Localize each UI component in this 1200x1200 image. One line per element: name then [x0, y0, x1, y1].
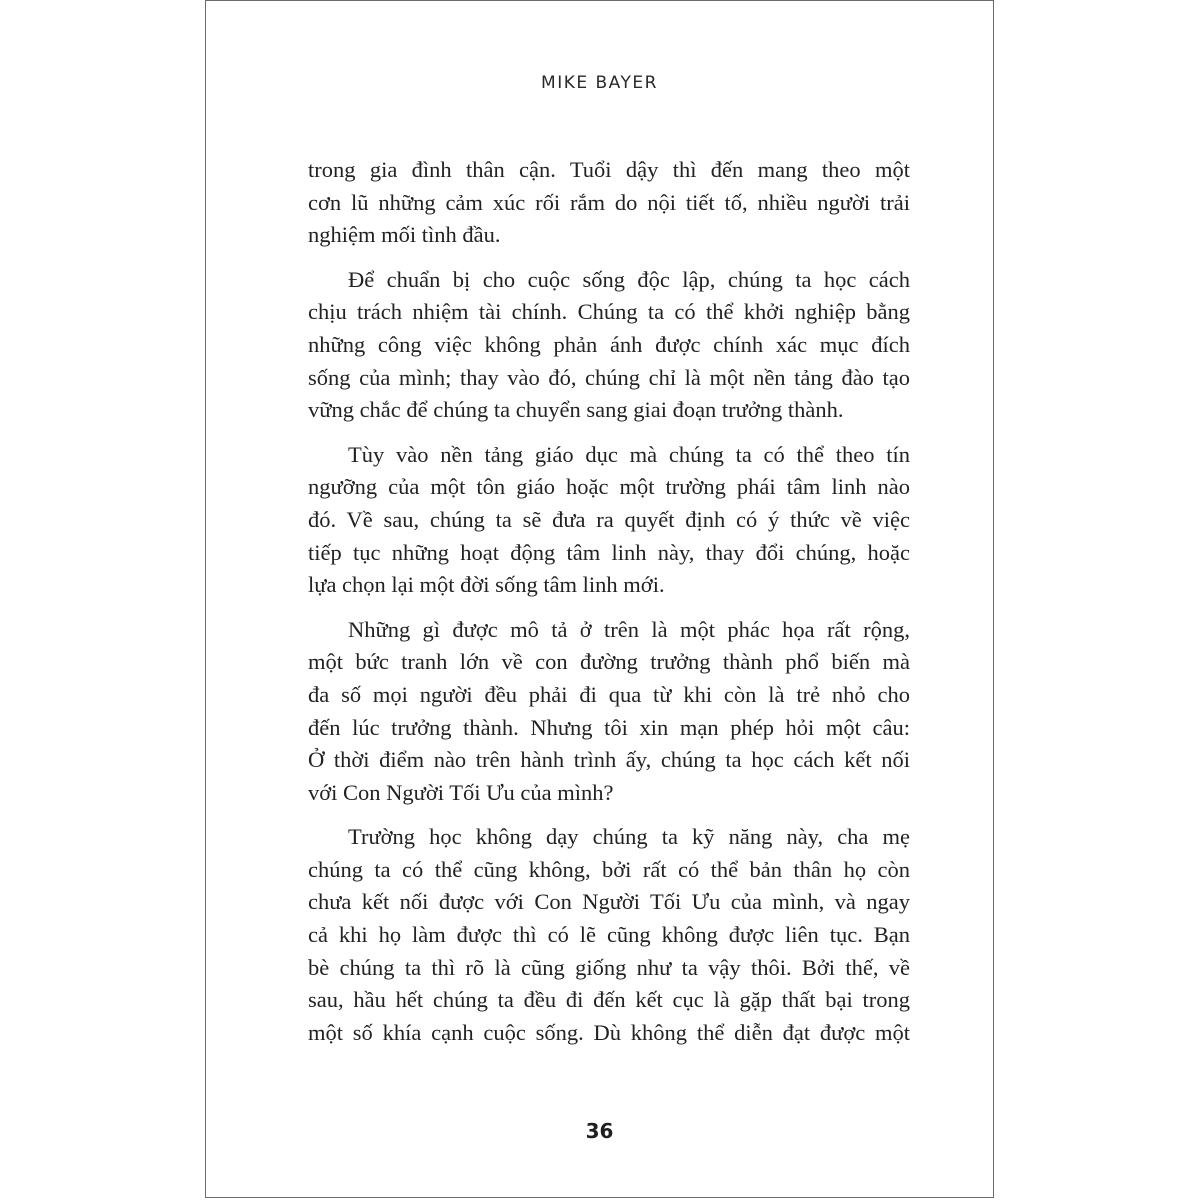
text-line: tiếp tục những hoạt động tâm linh này, thay đổi chúng, hoặc	[308, 539, 910, 565]
text-line: với Con Người Tối Ưu của mình?	[308, 779, 614, 805]
text-line: đó. Về sau, chúng ta sẽ đưa ra quyết định có ý thức về việc	[308, 506, 910, 532]
text-line: cơn lũ những cảm xúc rối rắm do nội tiết tố, nhiều người trải	[308, 189, 910, 215]
text-line: một bức tranh lớn về con đường trưởng thành phổ biến mà	[308, 649, 910, 675]
text-line: chúng ta có thể cũng không, bởi rất có thể bản thân họ còn	[308, 856, 910, 882]
paragraph-1	[308, 154, 910, 252]
text-line: trong gia đình thân cận. Tuổi dậy thì đến mang theo một	[308, 157, 910, 182]
text-line: Ở thời điểm nào trên hành trình ấy, chúng ta học cách kết nối	[308, 747, 910, 773]
paragraph-4	[308, 614, 910, 810]
text-line: lựa chọn lại một đời sống tâm linh mới.	[308, 572, 665, 598]
running-head: MIKE BAYER	[541, 73, 658, 93]
body-text	[308, 154, 910, 1061]
text-line: Trường học không dạy chúng ta kỹ năng này, cha mẹ	[348, 824, 910, 850]
page-number: 36	[585, 1119, 614, 1143]
text-line: Những gì được mô tả ở trên là một phác họa rất rộng,	[348, 616, 910, 642]
text-line: những công việc không phản ánh được chính xác mục đích	[308, 331, 910, 357]
text-line: nghiệm mối tình đầu.	[308, 222, 501, 248]
text-line: sống của mình; thay vào đó, chúng chỉ là một nền tảng đào tạo	[308, 364, 910, 390]
text-line: chưa kết nối được với Con Người Tối Ưu của mình, và ngay	[308, 889, 910, 915]
text-line: đến lúc trưởng thành. Nhưng tôi xin mạn phép hỏi một câu:	[308, 714, 910, 740]
text-line: đa số mọi người đều phải đi qua từ khi còn là trẻ nhỏ cho	[308, 681, 910, 707]
text-line: chịu trách nhiệm tài chính. Chúng ta có thể khởi nghiệp bằng	[308, 299, 910, 325]
text-line: một số khía cạnh cuộc sống. Dù không thể diễn đạt được một	[308, 1019, 910, 1045]
text-line: cả khi họ làm được thì có lẽ cũng không được liên tục. Bạn	[308, 922, 910, 948]
text-line: sau, hầu hết chúng ta đều đi đến kết cục là gặp thất bại trong	[308, 987, 910, 1013]
text-line: Để chuẩn bị cho cuộc sống độc lập, chúng ta học cách	[348, 266, 910, 292]
paragraph-2	[308, 264, 910, 427]
text-line: bè chúng ta thì rõ là cũng giống như ta vậy thôi. Bởi thế, về	[308, 954, 910, 980]
text-line: Tùy vào nền tảng giáo dục mà chúng ta có thể theo tín	[348, 441, 910, 467]
text-line: ngưỡng của một tôn giáo hoặc một trường phái tâm linh nào	[308, 474, 910, 500]
paragraph-3	[308, 439, 910, 602]
text-line: vững chắc để chúng ta chuyển sang giai đoạn trưởng thành.	[308, 397, 844, 423]
paragraph-5	[308, 821, 910, 1049]
book-page	[205, 0, 994, 1198]
